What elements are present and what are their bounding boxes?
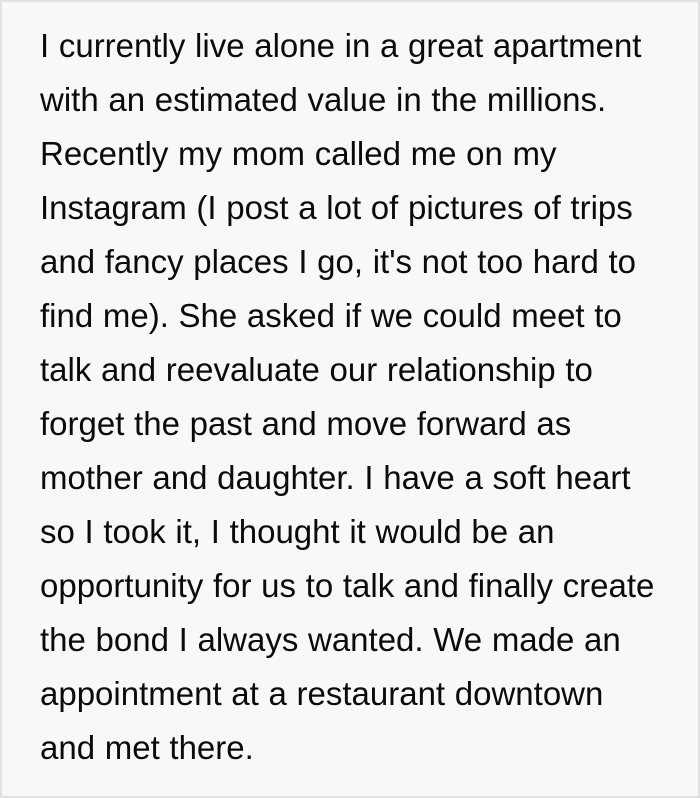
story-paragraph: I currently live alone in a great apartment with an estimated value in the millions. Recently my mom called me on my Instagram (I post a lot of pictures of trips and fancy places I go, it's not too hard to find me). She asked if we could meet to talk and reevaluate our relationship to forget the past and move forward as mother and daughter. I have a soft heart so I took it, I thought it would be an opportunity for us to talk and finally create the bond I always wanted. We made an appointment at a restaurant downtown and met there. [40,27,655,766]
